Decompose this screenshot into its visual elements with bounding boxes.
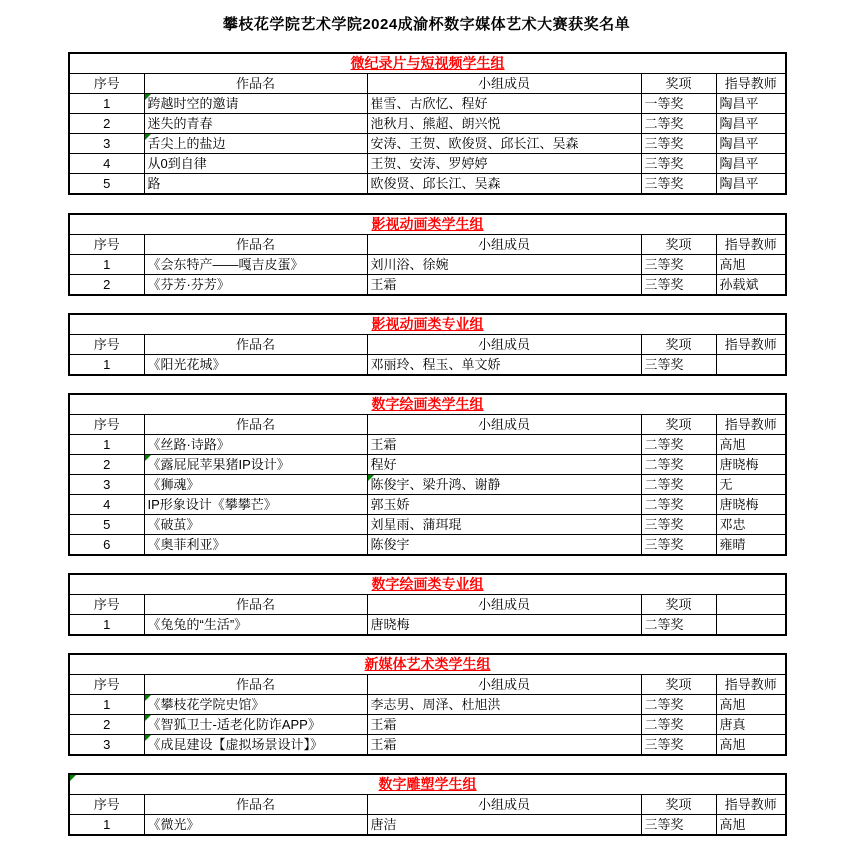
- header-row: [69, 795, 786, 815]
- column-header: 奖项: [641, 595, 716, 615]
- members-cell: [367, 134, 641, 154]
- members-cell-text: 陈俊宇、梁升鸿、谢静: [370, 477, 501, 492]
- award-cell-text: 二等奖: [644, 116, 684, 131]
- group-title-text: 新媒体艺术类学生组: [364, 656, 491, 672]
- award-table-3: [68, 313, 787, 376]
- column-header: 作品名: [144, 415, 367, 435]
- table-row: [69, 94, 786, 114]
- group-title-text: 影视动画类专业组: [371, 316, 484, 332]
- award-cell: [641, 475, 716, 495]
- group-title-text: 数字绘画类学生组: [371, 396, 484, 412]
- serial-cell-text: 1: [103, 96, 111, 111]
- award-cell: [641, 134, 716, 154]
- column-header: 作品名: [144, 235, 367, 255]
- teacher-cell: [716, 455, 786, 475]
- award-cell: [641, 435, 716, 455]
- work-name-cell-text: 迷失的青春: [147, 116, 213, 131]
- work-name-cell: [144, 695, 367, 715]
- serial-cell-text: 4: [103, 156, 111, 171]
- serial-cell-text: 1: [103, 697, 111, 712]
- column-header: 序号: [69, 415, 144, 435]
- members-cell: [367, 495, 641, 515]
- column-header: 小组成员: [367, 415, 641, 435]
- teacher-cell: [716, 495, 786, 515]
- teacher-cell: [716, 174, 786, 195]
- table-row: [69, 715, 786, 735]
- work-name-cell: [144, 275, 367, 296]
- header-row: [69, 235, 786, 255]
- award-cell: [641, 355, 716, 376]
- teacher-cell: [716, 695, 786, 715]
- serial-cell: [69, 735, 144, 756]
- award-cell: [641, 455, 716, 475]
- serial-cell-text: 2: [103, 457, 111, 472]
- table-row: [69, 255, 786, 275]
- group-title-text: 影视动画类学生组: [371, 216, 484, 232]
- members-cell: [367, 94, 641, 114]
- serial-cell-text: 5: [103, 176, 111, 191]
- award-cell-text: 二等奖: [644, 457, 684, 472]
- teacher-cell-text: 高旭: [719, 257, 746, 272]
- serial-cell: [69, 475, 144, 495]
- serial-cell: [69, 535, 144, 556]
- teacher-cell: [716, 815, 786, 836]
- serial-cell-text: 3: [103, 477, 111, 492]
- award-cell: [641, 275, 716, 296]
- column-header: 奖项: [641, 335, 716, 355]
- teacher-cell-text: 陶昌平: [719, 116, 759, 131]
- teacher-cell-text: 高旭: [719, 437, 746, 452]
- members-cell: [367, 154, 641, 174]
- work-name-cell-text: 跨越时空的邀请: [147, 96, 239, 111]
- column-header: 小组成员: [367, 74, 641, 94]
- award-cell-text: 三等奖: [644, 136, 684, 151]
- award-cell: [641, 174, 716, 195]
- work-name-cell: [144, 114, 367, 134]
- award-cell: [641, 815, 716, 836]
- serial-cell: [69, 174, 144, 195]
- table-row: [69, 435, 786, 455]
- award-table-2: [68, 213, 787, 296]
- serial-cell: [69, 94, 144, 114]
- members-cell-text: 邓丽玲、程玉、单文娇: [370, 357, 501, 372]
- teacher-cell-text: 高旭: [719, 817, 746, 832]
- table-row: [69, 455, 786, 475]
- teacher-cell: [716, 515, 786, 535]
- award-table-1: [68, 52, 787, 195]
- header-row: [69, 335, 786, 355]
- teacher-cell: [716, 275, 786, 296]
- members-cell: [367, 515, 641, 535]
- work-name-cell-text: 《丝路·诗路》: [147, 437, 230, 452]
- work-name-cell: [144, 435, 367, 455]
- award-cell-text: 二等奖: [644, 497, 684, 512]
- column-header: [716, 595, 786, 615]
- column-header: 作品名: [144, 335, 367, 355]
- group-title-text: 数字绘画类专业组: [371, 576, 484, 592]
- teacher-cell-text: 陶昌平: [719, 96, 759, 111]
- members-cell-text: 池秋月、熊超、朗兴悦: [370, 116, 501, 131]
- column-header: 小组成员: [367, 595, 641, 615]
- award-cell-text: 三等奖: [644, 156, 684, 171]
- work-name-cell: [144, 735, 367, 756]
- work-name-cell: [144, 535, 367, 556]
- column-header: 小组成员: [367, 675, 641, 695]
- group-title-cell: [69, 314, 786, 335]
- teacher-cell-text: 唐真: [719, 717, 746, 732]
- members-cell: [367, 455, 641, 475]
- teacher-cell: [716, 475, 786, 495]
- table-row: [69, 515, 786, 535]
- members-cell-text: 崔雪、古欣忆、程好: [370, 96, 488, 111]
- members-cell-text: 李志男、周泽、杜旭洪: [370, 697, 501, 712]
- column-header: 指导教师: [716, 235, 786, 255]
- teacher-cell-text: 孙载斌: [719, 277, 759, 292]
- group-title-cell: [69, 53, 786, 74]
- serial-cell: [69, 154, 144, 174]
- work-name-cell: [144, 455, 367, 475]
- column-header: 作品名: [144, 595, 367, 615]
- award-cell: [641, 154, 716, 174]
- award-cell-text: 三等奖: [644, 257, 684, 272]
- teacher-cell-text: 雍晴: [719, 537, 746, 552]
- column-header: 序号: [69, 595, 144, 615]
- teacher-cell-text: 高旭: [719, 737, 746, 752]
- work-name-cell-text: 舌尖上的盐边: [147, 136, 226, 151]
- award-cell-text: 二等奖: [644, 437, 684, 452]
- group-title-cell: [69, 214, 786, 235]
- teacher-cell-text: 高旭: [719, 697, 746, 712]
- members-cell: [367, 355, 641, 376]
- work-name-cell: [144, 255, 367, 275]
- teacher-cell: [716, 255, 786, 275]
- teacher-cell: [716, 435, 786, 455]
- teacher-cell: [716, 355, 786, 376]
- group-title-text: 微纪录片与短视频学生组: [350, 55, 505, 71]
- group-title-cell: [69, 654, 786, 675]
- column-header: 指导教师: [716, 795, 786, 815]
- comment-marker-icon: [145, 134, 151, 140]
- work-name-cell-text: 《芬芳·芬芳》: [147, 277, 230, 292]
- column-header: 奖项: [641, 235, 716, 255]
- table-row: [69, 815, 786, 836]
- header-row: [69, 415, 786, 435]
- column-header: 作品名: [144, 74, 367, 94]
- serial-cell-text: 3: [103, 737, 111, 752]
- column-header: 序号: [69, 335, 144, 355]
- members-cell-text: 程好: [370, 457, 397, 472]
- teacher-cell-text: 陶昌平: [719, 136, 759, 151]
- teacher-cell-text: 邓忠: [719, 517, 746, 532]
- column-header: 序号: [69, 675, 144, 695]
- award-cell: [641, 535, 716, 556]
- work-name-cell-text: 《兔兔的“生活”》: [147, 617, 248, 632]
- award-cell: [641, 715, 716, 735]
- members-cell: [367, 735, 641, 756]
- teacher-cell: [716, 535, 786, 556]
- serial-cell-text: 1: [103, 437, 111, 452]
- members-cell-text: 王霜: [370, 737, 397, 752]
- members-cell: [367, 615, 641, 636]
- column-header: 序号: [69, 235, 144, 255]
- teacher-cell-text: 无: [719, 477, 733, 492]
- work-name-cell: [144, 815, 367, 836]
- work-name-cell-text: 《狮魂》: [147, 477, 200, 492]
- serial-cell-text: 2: [103, 717, 111, 732]
- work-name-cell-text: 《智狐卫士-适老化防诈APP》: [147, 717, 321, 732]
- award-cell-text: 二等奖: [644, 477, 684, 492]
- work-name-cell: [144, 154, 367, 174]
- members-cell-text: 王霜: [370, 277, 397, 292]
- column-header: 奖项: [641, 415, 716, 435]
- award-cell: [641, 695, 716, 715]
- award-cell-text: 三等奖: [644, 357, 684, 372]
- column-header: 指导教师: [716, 675, 786, 695]
- members-cell-text: 刘星雨、蒲珥琨: [370, 517, 462, 532]
- serial-cell-text: 2: [103, 277, 111, 292]
- award-table-5: [68, 573, 787, 636]
- table-row: [69, 114, 786, 134]
- table-row: [69, 134, 786, 154]
- teacher-cell-text: 唐晓梅: [719, 457, 759, 472]
- work-name-cell-text: 《露屁屁苹果猪IP设计》: [147, 457, 290, 472]
- column-header: 序号: [69, 795, 144, 815]
- column-header: 奖项: [641, 795, 716, 815]
- comment-marker-icon: [145, 715, 151, 721]
- teacher-cell-text: 陶昌平: [719, 156, 759, 171]
- work-name-cell: [144, 715, 367, 735]
- teacher-cell: [716, 735, 786, 756]
- members-cell-text: 王霜: [370, 437, 397, 452]
- table-row: [69, 615, 786, 636]
- column-header: 作品名: [144, 795, 367, 815]
- members-cell-text: 王贺、安涛、罗婷婷: [370, 156, 488, 171]
- teacher-cell-text: 陶昌平: [719, 176, 759, 191]
- table-row: [69, 475, 786, 495]
- serial-cell-text: 4: [103, 497, 111, 512]
- header-row: [69, 675, 786, 695]
- serial-cell-text: 5: [103, 517, 111, 532]
- work-name-cell: [144, 495, 367, 515]
- award-table-4: [68, 393, 787, 556]
- comment-marker-icon: [368, 475, 374, 481]
- comment-marker-icon: [145, 695, 151, 701]
- award-cell: [641, 495, 716, 515]
- group-title-text: 数字雕塑学生组: [378, 776, 477, 792]
- award-cell: [641, 255, 716, 275]
- award-cell-text: 三等奖: [644, 817, 684, 832]
- members-cell: [367, 174, 641, 195]
- work-name-cell-text: 《破茧》: [147, 517, 200, 532]
- serial-cell: [69, 715, 144, 735]
- award-table-6: [68, 653, 787, 756]
- award-cell: [641, 94, 716, 114]
- comment-marker-icon: [145, 735, 151, 741]
- group-title-cell: [69, 394, 786, 415]
- table-row: [69, 735, 786, 756]
- serial-cell: [69, 255, 144, 275]
- work-name-cell-text: 路: [147, 176, 161, 191]
- work-name-cell: [144, 475, 367, 495]
- award-cell-text: 三等奖: [644, 737, 684, 752]
- members-cell: [367, 695, 641, 715]
- table-row: [69, 695, 786, 715]
- work-name-cell: [144, 94, 367, 114]
- serial-cell-text: 6: [103, 537, 111, 552]
- members-cell-text: 安涛、王贺、欧俊贤、邱长江、吴森: [370, 136, 579, 151]
- table-row: [69, 535, 786, 556]
- members-cell-text: 欧俊贤、邱长江、吴森: [370, 176, 501, 191]
- column-header: 序号: [69, 74, 144, 94]
- work-name-cell-text: 《奥菲利亚》: [147, 537, 226, 552]
- serial-cell-text: 3: [103, 136, 111, 151]
- members-cell: [367, 275, 641, 296]
- award-cell-text: 二等奖: [644, 697, 684, 712]
- column-header: 指导教师: [716, 74, 786, 94]
- award-cell-text: 三等奖: [644, 176, 684, 191]
- group-title-cell: [69, 774, 786, 795]
- work-name-cell-text: IP形象设计《攀攀芒》: [147, 497, 277, 512]
- work-name-cell-text: 《会东特产——嘎吉皮蛋》: [147, 257, 304, 272]
- award-cell: [641, 114, 716, 134]
- members-cell-text: 刘川浴、徐婉: [370, 257, 449, 272]
- serial-cell: [69, 615, 144, 636]
- members-cell: [367, 114, 641, 134]
- serial-cell: [69, 695, 144, 715]
- comment-marker-icon: [145, 455, 151, 461]
- serial-cell: [69, 134, 144, 154]
- serial-cell-text: 1: [103, 357, 111, 372]
- work-name-cell: [144, 174, 367, 195]
- column-header: 奖项: [641, 74, 716, 94]
- award-cell-text: 三等奖: [644, 517, 684, 532]
- serial-cell: [69, 275, 144, 296]
- column-header: 指导教师: [716, 415, 786, 435]
- award-cell: [641, 735, 716, 756]
- work-name-cell: [144, 134, 367, 154]
- header-row: [69, 74, 786, 94]
- members-cell-text: 郭玉娇: [370, 497, 410, 512]
- header-row: [69, 595, 786, 615]
- members-cell-text: 唐洁: [370, 817, 397, 832]
- members-cell: [367, 815, 641, 836]
- comment-marker-icon: [70, 775, 76, 781]
- award-table-7: [68, 773, 787, 836]
- teacher-cell: [716, 94, 786, 114]
- serial-cell: [69, 495, 144, 515]
- members-cell-text: 唐晓梅: [370, 617, 410, 632]
- work-name-cell-text: 从0到自律: [147, 156, 207, 171]
- award-cell-text: 三等奖: [644, 537, 684, 552]
- column-header: 小组成员: [367, 795, 641, 815]
- column-header: 指导教师: [716, 335, 786, 355]
- table-row: [69, 355, 786, 376]
- award-cell-text: 二等奖: [644, 617, 684, 632]
- serial-cell: [69, 455, 144, 475]
- members-cell-text: 陈俊宇: [370, 537, 410, 552]
- teacher-cell: [716, 134, 786, 154]
- teacher-cell: [716, 615, 786, 636]
- serial-cell: [69, 114, 144, 134]
- table-row: [69, 275, 786, 296]
- serial-cell-text: 2: [103, 116, 111, 131]
- column-header: 小组成员: [367, 235, 641, 255]
- serial-cell: [69, 815, 144, 836]
- teacher-cell: [716, 715, 786, 735]
- work-name-cell-text: 《攀枝花学院史馆》: [147, 697, 265, 712]
- serial-cell: [69, 515, 144, 535]
- table-row: [69, 495, 786, 515]
- teacher-cell-text: 唐晓梅: [719, 497, 759, 512]
- members-cell: [367, 535, 641, 556]
- serial-cell-text: 1: [103, 817, 111, 832]
- work-name-cell: [144, 355, 367, 376]
- work-name-cell-text: 《成昆建设【虚拟场景设计】》: [147, 737, 324, 752]
- table-row: [69, 174, 786, 195]
- work-name-cell-text: 《微光》: [147, 817, 200, 832]
- page-title: 攀枝花学院艺术学院2024成渝杯数字媒体艺术大赛获奖名单: [222, 16, 631, 33]
- table-row: [69, 154, 786, 174]
- award-cell: [641, 515, 716, 535]
- serial-cell-text: 1: [103, 257, 111, 272]
- members-cell: [367, 435, 641, 455]
- serial-cell: [69, 435, 144, 455]
- members-cell: [367, 475, 641, 495]
- members-cell-text: 王霜: [370, 717, 397, 732]
- column-header: 奖项: [641, 675, 716, 695]
- members-cell: [367, 715, 641, 735]
- serial-cell: [69, 355, 144, 376]
- award-cell: [641, 615, 716, 636]
- award-cell-text: 二等奖: [644, 717, 684, 732]
- award-cell-text: 三等奖: [644, 277, 684, 292]
- members-cell: [367, 255, 641, 275]
- teacher-cell: [716, 154, 786, 174]
- column-header: 作品名: [144, 675, 367, 695]
- work-name-cell: [144, 615, 367, 636]
- work-name-cell-text: 《阳光花城》: [147, 357, 226, 372]
- award-cell-text: 一等奖: [644, 96, 684, 111]
- serial-cell-text: 1: [103, 617, 111, 632]
- work-name-cell: [144, 515, 367, 535]
- teacher-cell: [716, 114, 786, 134]
- comment-marker-icon: [145, 94, 151, 100]
- column-header: 小组成员: [367, 335, 641, 355]
- group-title-cell: [69, 574, 786, 595]
